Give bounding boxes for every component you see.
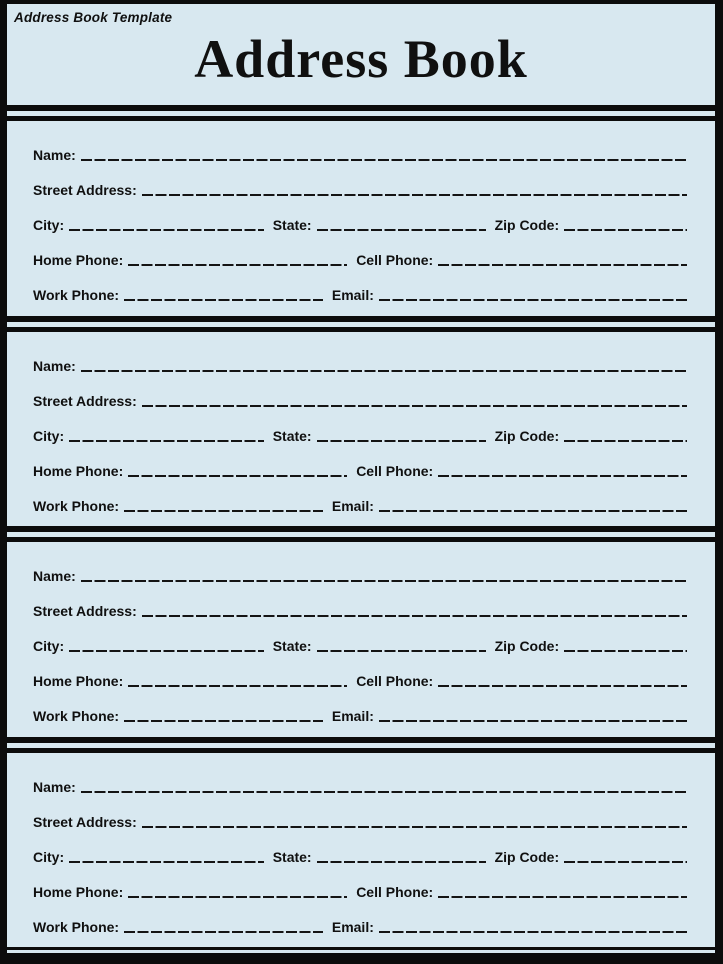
address-entry-section	[7, 332, 715, 527]
cell-phone-input-line[interactable]	[438, 475, 687, 477]
name-label: Name:	[33, 568, 76, 585]
cell-phone-label: Cell Phone:	[356, 883, 434, 900]
name-input-line[interactable]	[81, 159, 687, 161]
home-phone-label: Home Phone:	[33, 883, 124, 900]
page-header	[7, 4, 715, 105]
street-address-row	[33, 807, 689, 831]
section-divider	[7, 316, 715, 332]
city-label: City:	[33, 427, 65, 444]
work-phone-label: Work Phone:	[33, 497, 120, 514]
home-phone-input-line[interactable]	[128, 896, 347, 898]
email-input-line[interactable]	[379, 931, 687, 933]
email-label: Email:	[331, 497, 374, 514]
street-address-label: Street Address:	[33, 182, 137, 199]
city-label: City:	[33, 217, 65, 234]
name-label: Name:	[33, 357, 76, 374]
section-divider	[7, 737, 715, 753]
email-input-line[interactable]	[379, 510, 687, 512]
city-input-line[interactable]	[69, 229, 264, 231]
email-label: Email:	[331, 918, 374, 935]
zip-code-input-line[interactable]	[564, 650, 687, 652]
street-address-label: Street Address:	[33, 813, 137, 830]
name-input-line[interactable]	[81, 580, 687, 582]
state-label: State:	[272, 638, 312, 655]
work-phone-label: Work Phone:	[33, 708, 120, 725]
state-label: State:	[272, 217, 312, 234]
name-row	[33, 561, 689, 585]
city-input-line[interactable]	[69, 440, 264, 442]
name-label: Name:	[33, 147, 76, 164]
name-row	[33, 351, 689, 375]
home-phone-input-line[interactable]	[128, 475, 347, 477]
work-phone-label: Work Phone:	[33, 918, 120, 935]
street-address-label: Street Address:	[33, 603, 137, 620]
email-label: Email:	[331, 287, 374, 304]
state-input-line[interactable]	[317, 650, 486, 652]
cell-phone-label: Cell Phone:	[356, 462, 434, 479]
work-phone-input-line[interactable]	[124, 299, 323, 301]
state-label: State:	[272, 848, 312, 865]
home-cell-phone-row	[33, 245, 689, 269]
state-input-line[interactable]	[317, 861, 486, 863]
state-input-line[interactable]	[317, 440, 486, 442]
address-entry-section	[7, 121, 715, 316]
street-address-input-line[interactable]	[142, 826, 687, 828]
work-phone-input-line[interactable]	[124, 510, 323, 512]
cell-phone-input-line[interactable]	[438, 685, 687, 687]
home-phone-label: Home Phone:	[33, 462, 124, 479]
cell-phone-input-line[interactable]	[438, 264, 687, 266]
street-address-row	[33, 386, 689, 410]
email-input-line[interactable]	[379, 720, 687, 722]
home-phone-label: Home Phone:	[33, 673, 124, 690]
city-label: City:	[33, 638, 65, 655]
bottom-border	[7, 947, 715, 964]
street-address-input-line[interactable]	[142, 405, 687, 407]
zip-code-input-line[interactable]	[564, 861, 687, 863]
home-cell-phone-row	[33, 877, 689, 901]
work-phone-input-line[interactable]	[124, 720, 323, 722]
home-phone-label: Home Phone:	[33, 252, 124, 269]
zip-code-label: Zip Code:	[494, 427, 560, 444]
zip-code-label: Zip Code:	[494, 848, 560, 865]
name-input-line[interactable]	[81, 370, 687, 372]
work-phone-email-row	[33, 280, 689, 304]
home-cell-phone-row	[33, 456, 689, 480]
city-state-zip-row	[33, 631, 689, 655]
entry-sections	[7, 121, 715, 947]
email-input-line[interactable]	[379, 299, 687, 301]
cell-phone-label: Cell Phone:	[356, 252, 434, 269]
page-title: Address Book	[194, 29, 528, 89]
cell-phone-input-line[interactable]	[438, 896, 687, 898]
city-state-zip-row	[33, 421, 689, 445]
zip-code-label: Zip Code:	[494, 638, 560, 655]
work-phone-email-row	[33, 701, 689, 725]
zip-code-input-line[interactable]	[564, 229, 687, 231]
home-phone-input-line[interactable]	[128, 685, 347, 687]
cell-phone-label: Cell Phone:	[356, 673, 434, 690]
city-input-line[interactable]	[69, 650, 264, 652]
name-input-line[interactable]	[81, 791, 687, 793]
home-cell-phone-row	[33, 666, 689, 690]
name-row	[33, 772, 689, 796]
street-address-input-line[interactable]	[142, 194, 687, 196]
zip-code-input-line[interactable]	[564, 440, 687, 442]
state-input-line[interactable]	[317, 229, 486, 231]
city-state-zip-row	[33, 210, 689, 234]
street-address-row	[33, 175, 689, 199]
home-phone-input-line[interactable]	[128, 264, 347, 266]
address-entry-section	[7, 753, 715, 948]
street-address-row	[33, 596, 689, 620]
state-label: State:	[272, 427, 312, 444]
name-row	[33, 140, 689, 164]
zip-code-label: Zip Code:	[494, 217, 560, 234]
email-label: Email:	[331, 708, 374, 725]
section-divider	[7, 526, 715, 542]
header-divider	[7, 105, 715, 121]
street-address-label: Street Address:	[33, 392, 137, 409]
name-label: Name:	[33, 778, 76, 795]
city-input-line[interactable]	[69, 861, 264, 863]
work-phone-email-row	[33, 912, 689, 936]
work-phone-input-line[interactable]	[124, 931, 323, 933]
city-state-zip-row	[33, 842, 689, 866]
street-address-input-line[interactable]	[142, 615, 687, 617]
address-entry-section	[7, 542, 715, 737]
template-label: Address Book Template	[14, 10, 173, 25]
city-label: City:	[33, 848, 65, 865]
work-phone-email-row	[33, 491, 689, 515]
work-phone-label: Work Phone:	[33, 287, 120, 304]
